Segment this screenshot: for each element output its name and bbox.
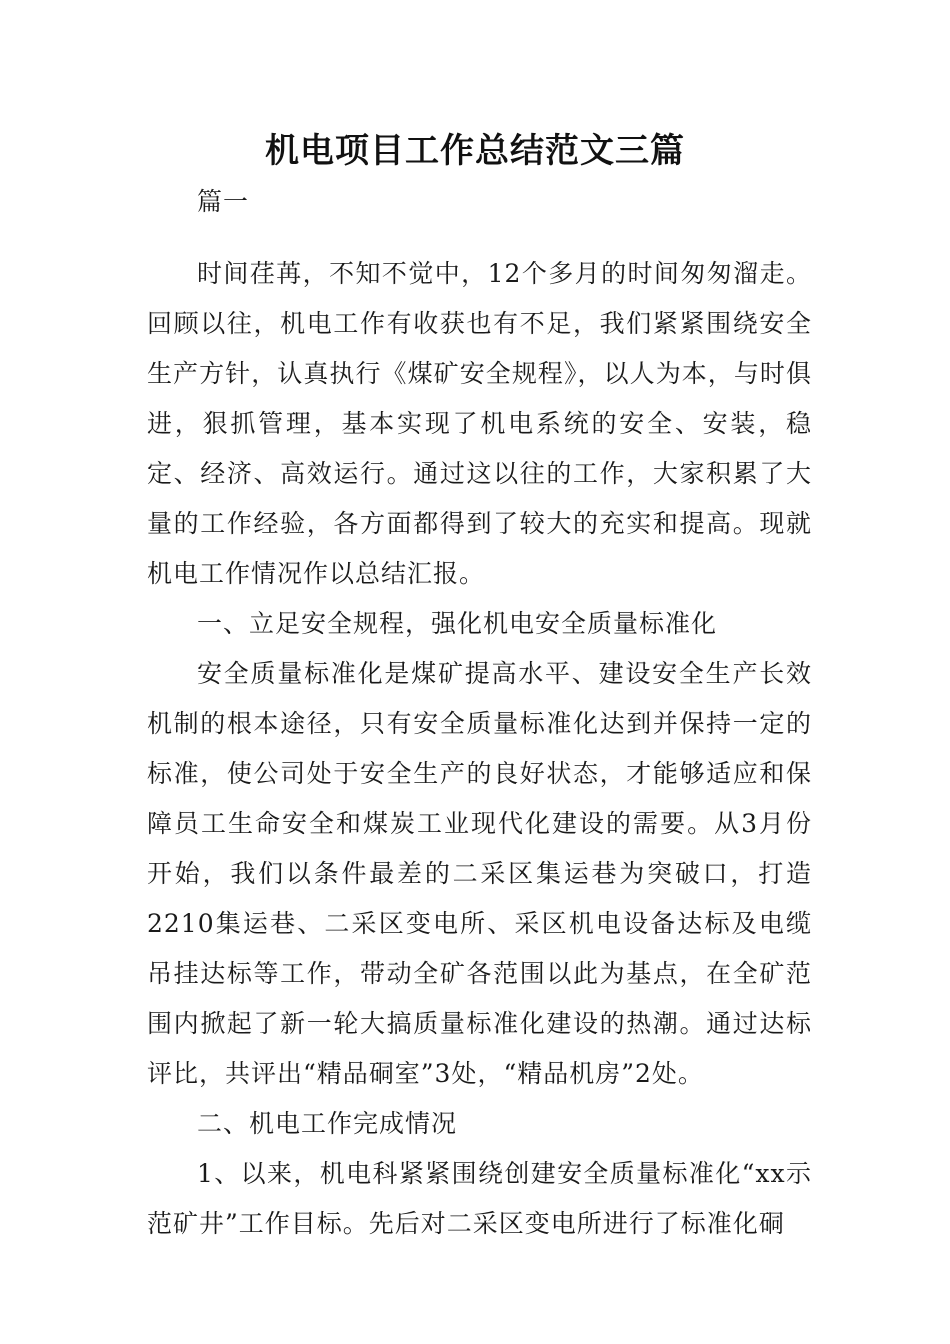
paragraph-standardization: 安全质量标准化是煤矿提高水平、建设安全生产长效机制的根本途径，只有安全质量标准化达到并保持一定的标准，使公司处于安全生产的良好状态，才能够适应和保障员工生命安全和煤炭工业现代化建设的需要。从3月份开始，我们以条件最差的二采区集运巷为突破口，打造2210集运巷、二采区变电所、采区机电设备达标及电缆吊挂达标等工作，带动全矿各范围以此为基点，在全矿范围内掀起了新一轮大搞质量标准化建设的热潮。通过达标评比，共评出“精品硐室”3处，“精品机房”2处。: [147, 659, 812, 1088]
heading-section-one: 一、立足安全规程，强化机电安全质量标准化: [197, 609, 718, 638]
paragraph-work-item-1: 1、以来，机电科紧紧围绕创建安全质量标准化“xx示范矿井”工作目标。先后对二采区变电所进行了标准化硐: [147, 1159, 812, 1238]
section-label: 篇一: [197, 187, 250, 216]
heading-section-two: 二、机电工作完成情况: [197, 1109, 458, 1138]
paragraph-intro: 时间荏苒，不知不觉中，12个多月的时间匆匆溜走。回顾以往，机电工作有收获也有不足，我们紧紧围绕安全生产方针，认真执行《煤矿安全规程》，以人为本，与时俱进，狠抓管理，基本实现了机电系统的安全、安装，稳定、经济、高效运行。通过这以往的工作，大家积累了大量的工作经验，各方面都得到了较大的充实和提高。现就机电工作情况作以总结汇报。: [147, 259, 812, 588]
document-body: [147, 177, 812, 1249]
document-title: 机电项目工作总结范文三篇: [265, 131, 685, 171]
